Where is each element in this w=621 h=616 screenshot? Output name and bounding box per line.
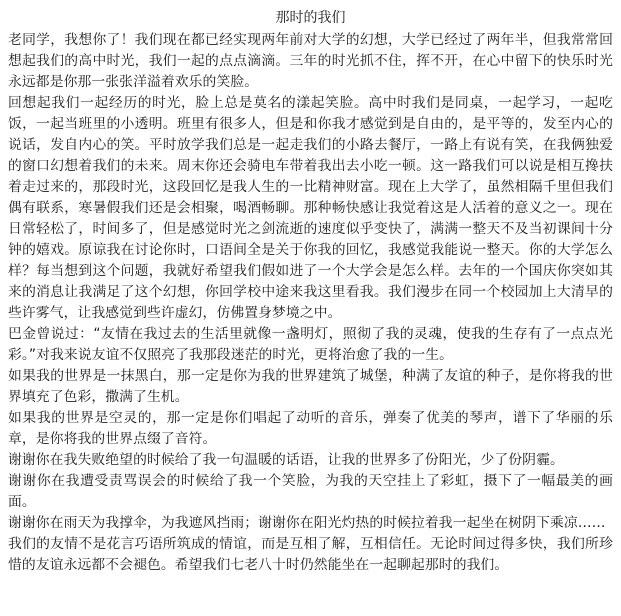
paragraph: 如果我的世界是空灵的，那一定是你们唱起了动听的音乐，弹奏了优美的琴声，谱下了华丽的乐章，是你将我的世界点缀了音符。 [8,410,613,447]
paragraph: 巴金曾说过：“友情在我过去的生活里就像一盏明灯，照彻了我的灵魂，使我的生存有了一点点光彩。”对我来说友谊不仅照亮了我那段迷茫的时光，更将治愈了我的一生。 [8,326,613,363]
paragraph: 老同学，我想你了！我们现在都已经实现两年前对大学的幻想，大学已经过了两年半，但我常常回想起我们的高中时光，我们一起的点点滴滴。三年的时光抓不住，挥不开，在心中留下的快乐时光永远都是你那一张张洋溢着欢乐的笑脸。 [8,32,613,90]
paragraph: 我们的友情不是花言巧语所筑成的情谊，而是互相了解，互相信任。无论时间过得多快，我们所珍惜的友谊永远都不会褪色。希望我们七老八十时仍然能坐在一起聊起那时的我们。 [8,536,613,573]
paragraph: 谢谢你在雨天为我撑伞，为我遮风挡雨；谢谢你在阳光灼热的时候拉着我一起坐在树阴下乘凉…… [8,515,606,531]
paragraph: 谢谢你在我失败绝望的时候给了我一句温暖的话语，让我的世界多了份阳光，少了份阴霾。 [8,452,564,468]
paragraph: 回想起我们一起经历的时光，脸上总是莫名的漾起笑脸。高中时我们是同桌，一起学习，一起吃饭，一起当班里的小透明。班里有很多人，但是和你我才感觉到是自由的，是平等的，发至内心的说话，发自内心的笑。平时放学我们总是一起走我们的小路去餐厅，一路上有说有笑，在我俩独爱的窗口幻想着我们的未来。周末你还会骑电车带着我出去小吃一顿。这一路我们可以说是相互搀扶着走过来的，那段时光，这段回忆是我人生的一比精神财富。现在上大学了，虽然相隔千里但我们偶有联系，寒暑假我们还是会相聚，喝酒畅聊。那种畅快感让我觉着这是人活着的意义之一。现在日常轻松了，时间多了，但是感觉时光之剑流逝的速度似乎变快了，满满一整天不及当初课间十分钟的嬉戏。原谅我在讨论你时，口语间全是关于你我的回忆，我感觉我能说一整天。你的大学怎么样？每当想到这个问题，我就好希望我们假如进了一个大学会是怎么样。去年的一个国庆你突如其来的消息让我满足了这个幻想，你回学校中途来我这里看我。我们漫步在同一个校园加上大清早的些许雾气，让我感觉到些许虚幻，仿佛置身梦境之中。 [8,95,613,321]
document-title: 那时的我们 [275,10,346,26]
paragraph: 谢谢你在我遭受责骂误会的时候给了我一个笑脸，为我的天空挂上了彩虹，摄下了一幅最美的画面。 [8,473,613,510]
paragraph: 如果我的世界是一抹黑白，那一定是你为我的世界建筑了城堡，种满了友谊的种子，是你将我的世界填充了色彩，撒满了生机。 [8,368,613,405]
